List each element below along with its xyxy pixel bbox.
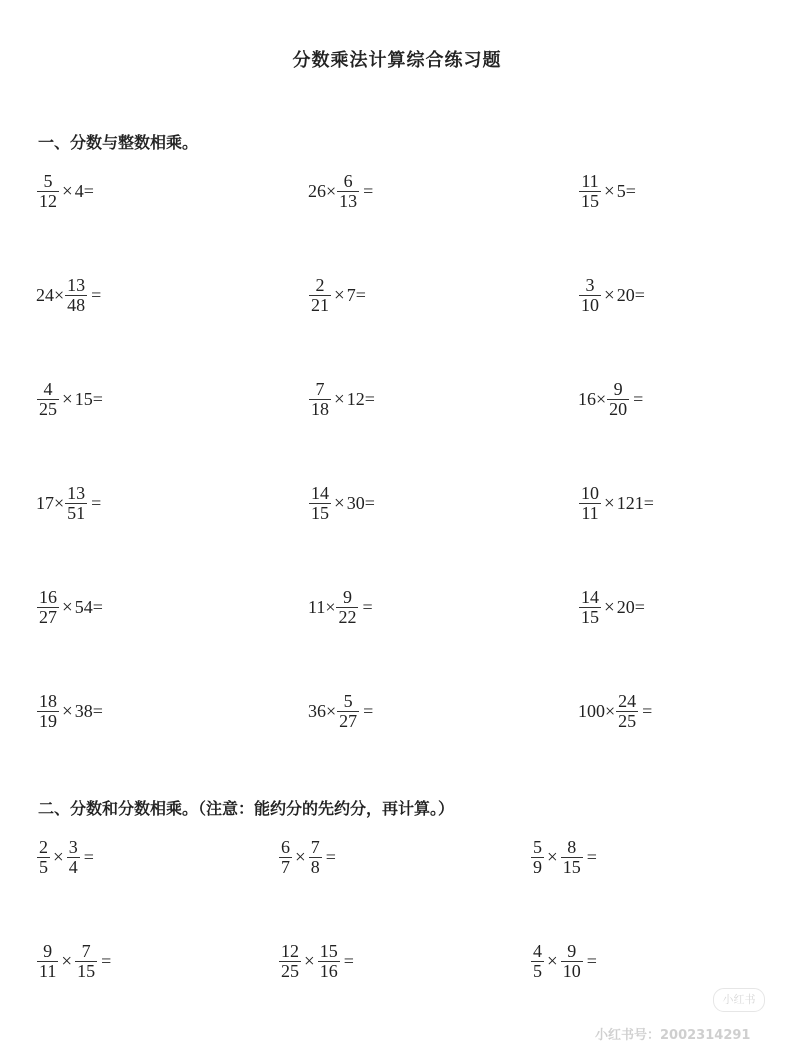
section-2-heading: 二、分数和分数相乘。（注意：能约分的先约分，再计算。）	[38, 799, 455, 818]
problem-17: 36× $\frac{5}{27}$ =	[308, 691, 374, 731]
problem-7: $\frac{4}{25}$ × 15=	[39, 379, 103, 419]
problem-15: $\frac{14}{15}$ × 20=	[581, 587, 645, 627]
problem-18: 100× $\frac{24}{25}$ =	[578, 691, 653, 731]
fraction: $\frac{9}{22}$	[338, 587, 357, 627]
problem-1: $\frac{5}{12}$ × 4=	[39, 171, 94, 211]
fraction: $\frac{9}{11}$	[39, 941, 57, 981]
fraction: $\frac{18}{19}$	[39, 691, 57, 731]
fraction: $\frac{9}{20}$	[609, 379, 628, 419]
fraction: $\frac{8}{15}$	[562, 837, 581, 877]
fraction: $\frac{10}{11}$	[581, 483, 599, 523]
fraction: $\frac{5}{9}$	[533, 837, 542, 877]
problem-4: 24× $\frac{13}{48}$ =	[36, 275, 102, 315]
fraction: $\frac{12}{25}$	[281, 941, 299, 981]
fraction: $\frac{14}{15}$	[311, 483, 329, 523]
problem-22: $\frac{9}{11}$ × $\frac{7}{15}$ =	[39, 941, 112, 981]
problem-16: $\frac{18}{19}$ × 38=	[39, 691, 103, 731]
fraction: $\frac{7}{8}$	[310, 837, 320, 877]
fraction: $\frac{4}{25}$	[39, 379, 57, 419]
problem-23: $\frac{12}{25}$ × $\frac{15}{16}$ =	[281, 941, 354, 981]
fraction: $\frac{11}{15}$	[581, 171, 599, 211]
fraction: $\frac{2}{5}$	[39, 837, 48, 877]
fraction: $\frac{13}{51}$	[67, 483, 86, 523]
problem-24: $\frac{4}{5}$ × $\frac{9}{10}$ =	[533, 941, 597, 981]
problem-13: $\frac{16}{27}$ × 54=	[39, 587, 103, 627]
section-1-heading: 一、分数与整数相乘。	[38, 133, 199, 152]
problem-8: $\frac{7}{18}$ × 12=	[311, 379, 375, 419]
fraction: $\frac{4}{5}$	[533, 941, 542, 981]
problem-14: 11× $\frac{9}{22}$ =	[308, 587, 373, 627]
problem-2: 26× $\frac{6}{13}$ =	[308, 171, 374, 211]
watermark-logo: 小红书	[713, 988, 765, 1012]
fraction: $\frac{14}{15}$	[581, 587, 599, 627]
fraction: $\frac{5}{27}$	[339, 691, 358, 731]
problem-20: $\frac{6}{7}$ × $\frac{7}{8}$ =	[281, 837, 336, 877]
fraction: $\frac{3}{10}$	[581, 275, 599, 315]
fraction: $\frac{9}{10}$	[562, 941, 581, 981]
fraction: $\frac{13}{48}$	[67, 275, 86, 315]
problem-21: $\frac{5}{9}$ × $\frac{8}{15}$ =	[533, 837, 597, 877]
fraction: $\frac{24}{25}$	[618, 691, 637, 731]
fraction: $\frac{15}{16}$	[319, 941, 338, 981]
problem-3: $\frac{11}{15}$ × 5=	[581, 171, 636, 211]
problem-11: $\frac{14}{15}$ × 30=	[311, 483, 375, 523]
fraction: $\frac{6}{13}$	[339, 171, 358, 211]
fraction: $\frac{3}{4}$	[68, 837, 78, 877]
problem-6: $\frac{3}{10}$ × 20=	[581, 275, 645, 315]
problem-10: 17× $\frac{13}{51}$ =	[36, 483, 102, 523]
problem-19: $\frac{2}{5}$ × $\frac{3}{4}$ =	[39, 837, 94, 877]
problem-12: $\frac{10}{11}$ × 121=	[581, 483, 654, 523]
page-title: 分数乘法计算综合练习题	[292, 50, 502, 71]
watermark-text: 小红书号：2002314291	[595, 1028, 751, 1043]
fraction: $\frac{6}{7}$	[281, 837, 290, 877]
problem-9: 16× $\frac{9}{20}$ =	[578, 379, 644, 419]
fraction: $\frac{7}{15}$	[77, 941, 96, 981]
fraction: $\frac{5}{12}$	[39, 171, 57, 211]
fraction: $\frac{7}{18}$	[311, 379, 329, 419]
problem-5: $\frac{2}{21}$ × 7=	[311, 275, 366, 315]
fraction: $\frac{16}{27}$	[39, 587, 57, 627]
fraction: $\frac{2}{21}$	[311, 275, 329, 315]
